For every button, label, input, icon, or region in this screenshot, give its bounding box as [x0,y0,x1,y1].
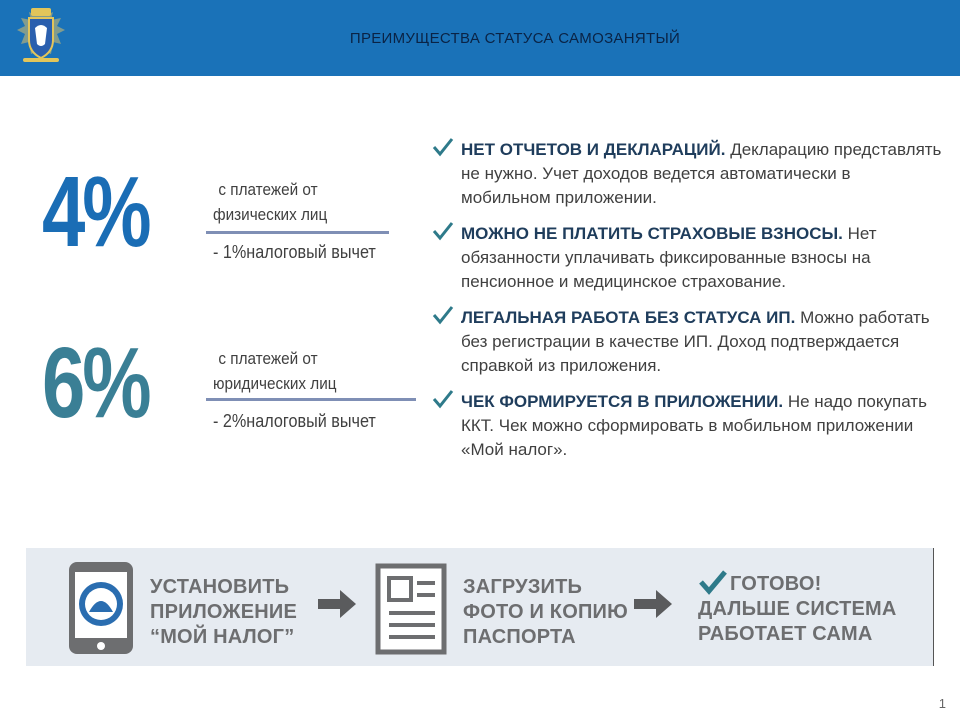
checkmark-icon [432,304,454,326]
benefit-title: ЛЕГАЛЬНАЯ РАБОТА БЕЗ СТАТУСА ИП. [461,308,796,327]
benefit-title: НЕТ ОТЧЕТОВ И ДЕКЛАРАЦИЙ. [461,140,726,159]
page-number: 1 [938,696,946,711]
benefit-item [432,222,942,294]
rate-6-divider [206,398,416,401]
benefit-text: Можно работать без регистрации в качестве ИП. Доход подтверждается справкой из приложения. [461,308,930,375]
benefit-title: МОЖНО НЕ ПЛАТИТЬ СТРАХОВЫЕ ВЗНОСЫ. [461,224,843,243]
step-upload-line: ЗАГРУЗИТЬ [463,576,583,598]
benefit-item [432,138,942,210]
rate-6-line2: юридических лиц [213,374,337,393]
rate-4-description [213,177,327,227]
step-upload-line: ПАСПОРТА [463,626,576,648]
step-upload-line: ФОТО И КОПИЮ [463,601,628,623]
rate-6-deduction: - 2%налоговый вычет [213,411,376,431]
arrow-right-icon [318,590,356,618]
step-install [150,575,297,650]
step-install-line: УСТАНОВИТЬ [150,576,290,598]
step-upload [463,575,628,650]
rate-6-description [213,346,337,396]
step-install-line: “МОЙ НАЛОГ” [150,626,295,648]
checkmark-icon [432,220,454,242]
checkmark-icon [432,136,454,158]
step-done-line: РАБОТАЕТ САМА [698,623,873,645]
rate-4-deduction: - 1%налоговый вычет [213,242,376,262]
benefit-item [432,390,942,462]
benefits-list [432,138,942,474]
banner-edge [933,548,934,666]
checkmark-icon [432,388,454,410]
benefit-text: Декларацию представлять не нужно. Учет доходов ведется автоматически в мобильном приложении. [461,140,942,207]
document-icon [375,563,447,655]
benefit-text: Не надо покупать ККТ. Чек можно сформировать в мобильном приложении «Мой налог». [461,392,927,459]
step-done [698,572,897,647]
rate-4-divider [206,231,389,234]
step-install-line: ПРИЛОЖЕНИЕ [150,601,297,623]
benefit-item [432,306,942,378]
arrow-right-icon [634,590,672,618]
page-title: ПРЕИМУЩЕСТВА СТАТУСА САМОЗАНЯТЫЙ [349,30,681,47]
rate-6-percent: 6% [42,327,149,439]
step-done-line: ДАЛЬШЕ СИСТЕМА [698,598,897,620]
step-done-line: ГОТОВО! [730,573,822,595]
header-bar [0,0,960,76]
rate-4-line2: физических лиц [213,205,328,224]
rate-4-line1: с платежей от [218,180,318,199]
benefit-text: Нет обязанности уплачивать фиксированные взносы на пенсионное и медицинское страхование. [461,224,877,291]
benefit-title: ЧЕК ФОРМИРУЕТСЯ В ПРИЛОЖЕНИИ. [461,392,784,411]
rate-4-percent: 4% [42,156,149,268]
rate-6-line1: с платежей от [218,349,318,368]
smartphone-app-icon [67,560,135,656]
